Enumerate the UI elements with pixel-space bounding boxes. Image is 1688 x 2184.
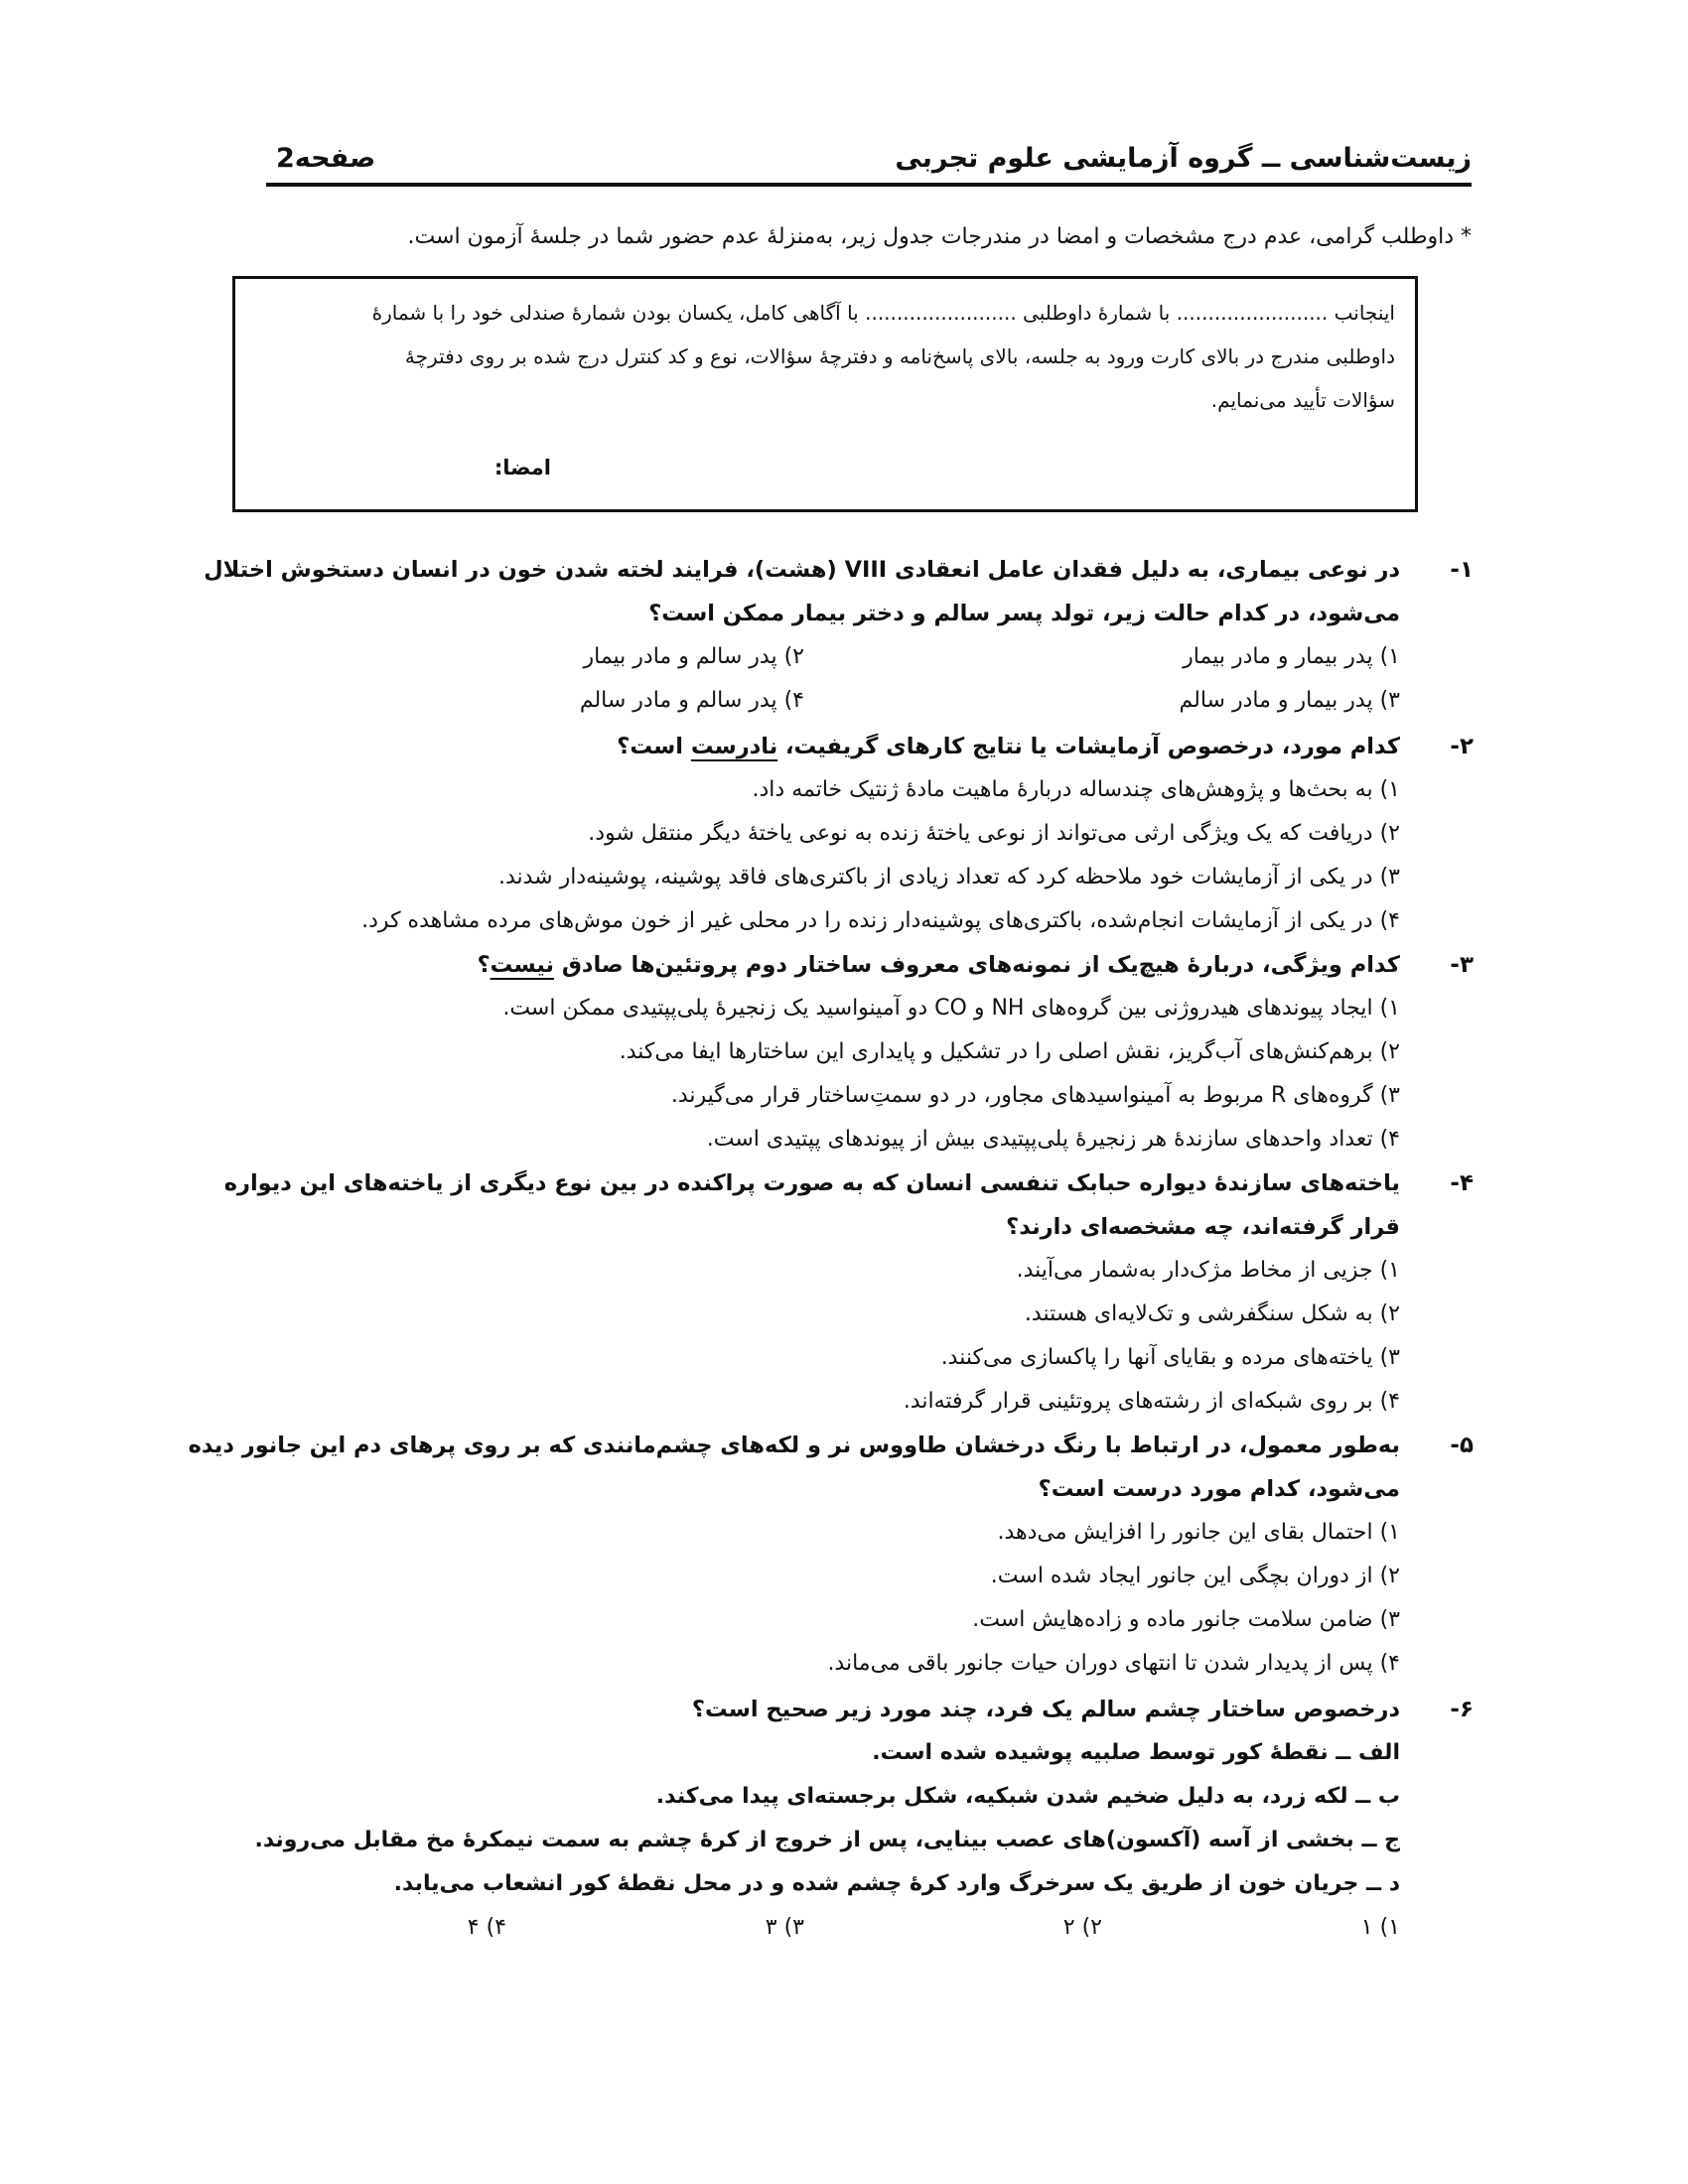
statement-item: الف ــ نقطهٔ کور توسط صلبیه پوشیده شده است. [872,1740,1400,1765]
declaration-line: داوطلبی مندرج در بالای کارت ورود به جلسه، بالای پاسخ‌نامه و دفترچهٔ سؤالات، نوع و کد کنترل درج شده بر روی دفترچهٔ [404,344,1395,368]
option-4[interactable]: ۴) پس از پدیدار شدن تا انتهای دوران حیات جانور باقی می‌ماند. [827,1651,1400,1676]
question-number: ۶- [1450,1697,1474,1722]
question-number: ۵- [1450,1433,1474,1458]
question-stem: درخصوص ساختار چشم سالم یک فرد، چند مورد زیر صحیح است؟ [691,1697,1400,1722]
emphasis-word: نادرست [690,734,778,759]
question-number: ۴- [1450,1170,1474,1196]
option-2[interactable]: ۲) برهم‌کنش‌های آب‌گریز، نقش اصلی را در تشکیل و پایداری این ساختارها ایفا می‌کند. [619,1039,1400,1064]
option-4[interactable]: ۴) تعداد واحدهای سازندهٔ هر زنجیرهٔ پلی‌پپتیدی بیش از پیوندهای پپتیدی است. [706,1127,1400,1152]
option-1[interactable]: ۱) احتمال بقای این جانور را افزایش می‌دهد. [997,1520,1400,1545]
option-1[interactable]: ۱) به بحث‌ها و پژوهش‌های چندساله دربارهٔ ماهیت مادهٔ ژنتیک خاتمه داد. [752,777,1400,802]
question-stem: قرار گرفته‌اند، چه مشخصه‌ای دارند؟ [1006,1214,1400,1240]
option-2[interactable]: ۲) پدر سالم و مادر بیمار [583,644,804,669]
option-4[interactable]: ۴) ۴ [467,1915,506,1940]
option-4[interactable]: ۴) در یکی از آزمایشات انجام‌شده، باکتری‌های پوشینه‌دار زنده را در محلی غیر از خون موش‌های مرده مشاهده کرد. [361,908,1400,933]
header-title: زیست‌شناسی ــ گروه آزمایشی علوم تجربی [895,143,1472,174]
question-stem: یاخته‌های سازندهٔ دیواره حبابک تنفسی انسان که به صورت پراکنده در بین نوع دیگری از یاخته‌های این دیواره [223,1170,1400,1196]
declaration-line: اینجانب ........................ با شمارهٔ داوطلبی ........................ با آگاهی کامل، یکسان بودن شمارهٔ صندلی خود را با شمارهٔ [371,301,1395,325]
option-1[interactable]: ۱) پدر بیمار و مادر بیمار [1183,644,1400,669]
option-3[interactable]: ۳) در یکی از آزمایشات خود ملاحظه کرد که تعداد زیادی از باکتری‌های فاقد پوشینه، پوشینه‌دار شدند. [497,865,1400,889]
question-5 [188,1424,1474,1686]
question-stem: می‌شود، کدام مورد درست است؟ [1038,1476,1400,1502]
declaration-line: سؤالات تأیید می‌نمایم. [1210,388,1395,412]
option-4[interactable]: ۴) پدر سالم و مادر سالم [579,688,804,713]
option-1[interactable]: ۱) جزیی از مخاط مژک‌دار به‌شمار می‌آیند. [1016,1258,1400,1283]
header-page-number: صفحه2 [276,143,376,174]
option-2[interactable]: ۲) به شکل سنگفرشی و تک‌لایه‌ای هستند. [1024,1301,1400,1326]
question-stem: کدام ویژگی، دربارهٔ هیچ‌یک از نمونه‌های معروف ساختار دوم پروتئین‌ها صادق نیست؟ [477,952,1400,978]
statement-item: ج ــ بخشی از آسه (آکسون)های عصب بینایی، پس از خروج از کرهٔ چشم به سمت نیمکرهٔ مخ مقابل می‌روند. [254,1828,1400,1852]
candidate-notice: * داوطلب گرامی، عدم درج مشخصات و امضا در مندرجات جدول زیر، به‌منزلهٔ عدم حضور شما در جلسهٔ آزمون است. [407,224,1472,249]
signature-label: امضا: [493,456,551,479]
statement-item: ب ــ لکه زرد، به دلیل ضخیم شدن شبکیه، شکل برجسته‌ای پیدا می‌کند. [655,1784,1400,1809]
option-1[interactable]: ۱) ۱ [1360,1915,1400,1940]
option-3[interactable]: ۳) یاخته‌های مرده و بقایای آنها را پاکسازی می‌کنند. [940,1345,1400,1370]
question-6 [236,1688,1472,1950]
option-4[interactable]: ۴) بر روی شبکه‌ای از رشته‌های پروتئینی قرار گرفته‌اند. [903,1389,1400,1414]
question-2 [236,725,1472,943]
emphasis-word: نیست [490,952,554,978]
statement-item: د ــ جریان خون از طریق یک سرخرگ وارد کرهٔ چشم شده و در محل نقطهٔ کور انشعاب می‌یابد. [393,1871,1400,1896]
question-number: ۳- [1450,952,1474,978]
option-2[interactable]: ۲) دریافت که یک ویژگی ارثی می‌تواند از نوعی یاختهٔ زنده به نوعی یاختهٔ دیگر منتقل شود. [588,821,1400,846]
question-stem: می‌شود، در کدام حالت زیر، تولد پسر سالم و دختر بیمار ممکن است؟ [648,601,1400,626]
question-stem: کدام مورد، درخصوص آزمایشات یا نتایج کارهای گریفیت، نادرست است؟ [617,734,1400,759]
page-header [266,139,1472,187]
option-2[interactable]: ۲) از دوران بچگی این جانور ایجاد شده است. [990,1564,1400,1588]
option-3[interactable]: ۳) ۳ [765,1915,804,1940]
option-3[interactable]: ۳) گروه‌های R مربوط به آمینواسیدهای مجاور، در دو سمتِ‌ساختار قرار می‌گیرند. [670,1083,1400,1108]
question-number: ۲- [1450,734,1474,759]
question-number: ۱- [1450,557,1474,583]
declaration-box [232,276,1418,512]
question-stem: به‌طور معمول، در ارتباط با رنگ درخشان طاووس نر و لکه‌های چشم‌مانندی که بر روی پرهای دم این جانور دیده [188,1433,1400,1458]
option-2[interactable]: ۲) ۲ [1062,1915,1102,1940]
question-stem: در نوعی بیماری، به دلیل فقدان عامل انعقادی VIII (هشت)، فرایند لخته شدن خون در انسان دستخوش اختلال [204,557,1400,583]
question-4 [223,1161,1474,1424]
option-1[interactable]: ۱) ایجاد پیوندهای هیدروژنی بین گروه‌های NH و CO دو آمینواسید یک زنجیرهٔ پلی‌پپتیدی ممکن است. [502,996,1400,1021]
question-1 [204,548,1474,723]
option-3[interactable]: ۳) پدر بیمار و مادر سالم [1179,688,1400,713]
option-3[interactable]: ۳) ضامن سلامت جانور ماده و زاده‌هایش است. [972,1607,1400,1632]
question-3 [236,943,1472,1161]
